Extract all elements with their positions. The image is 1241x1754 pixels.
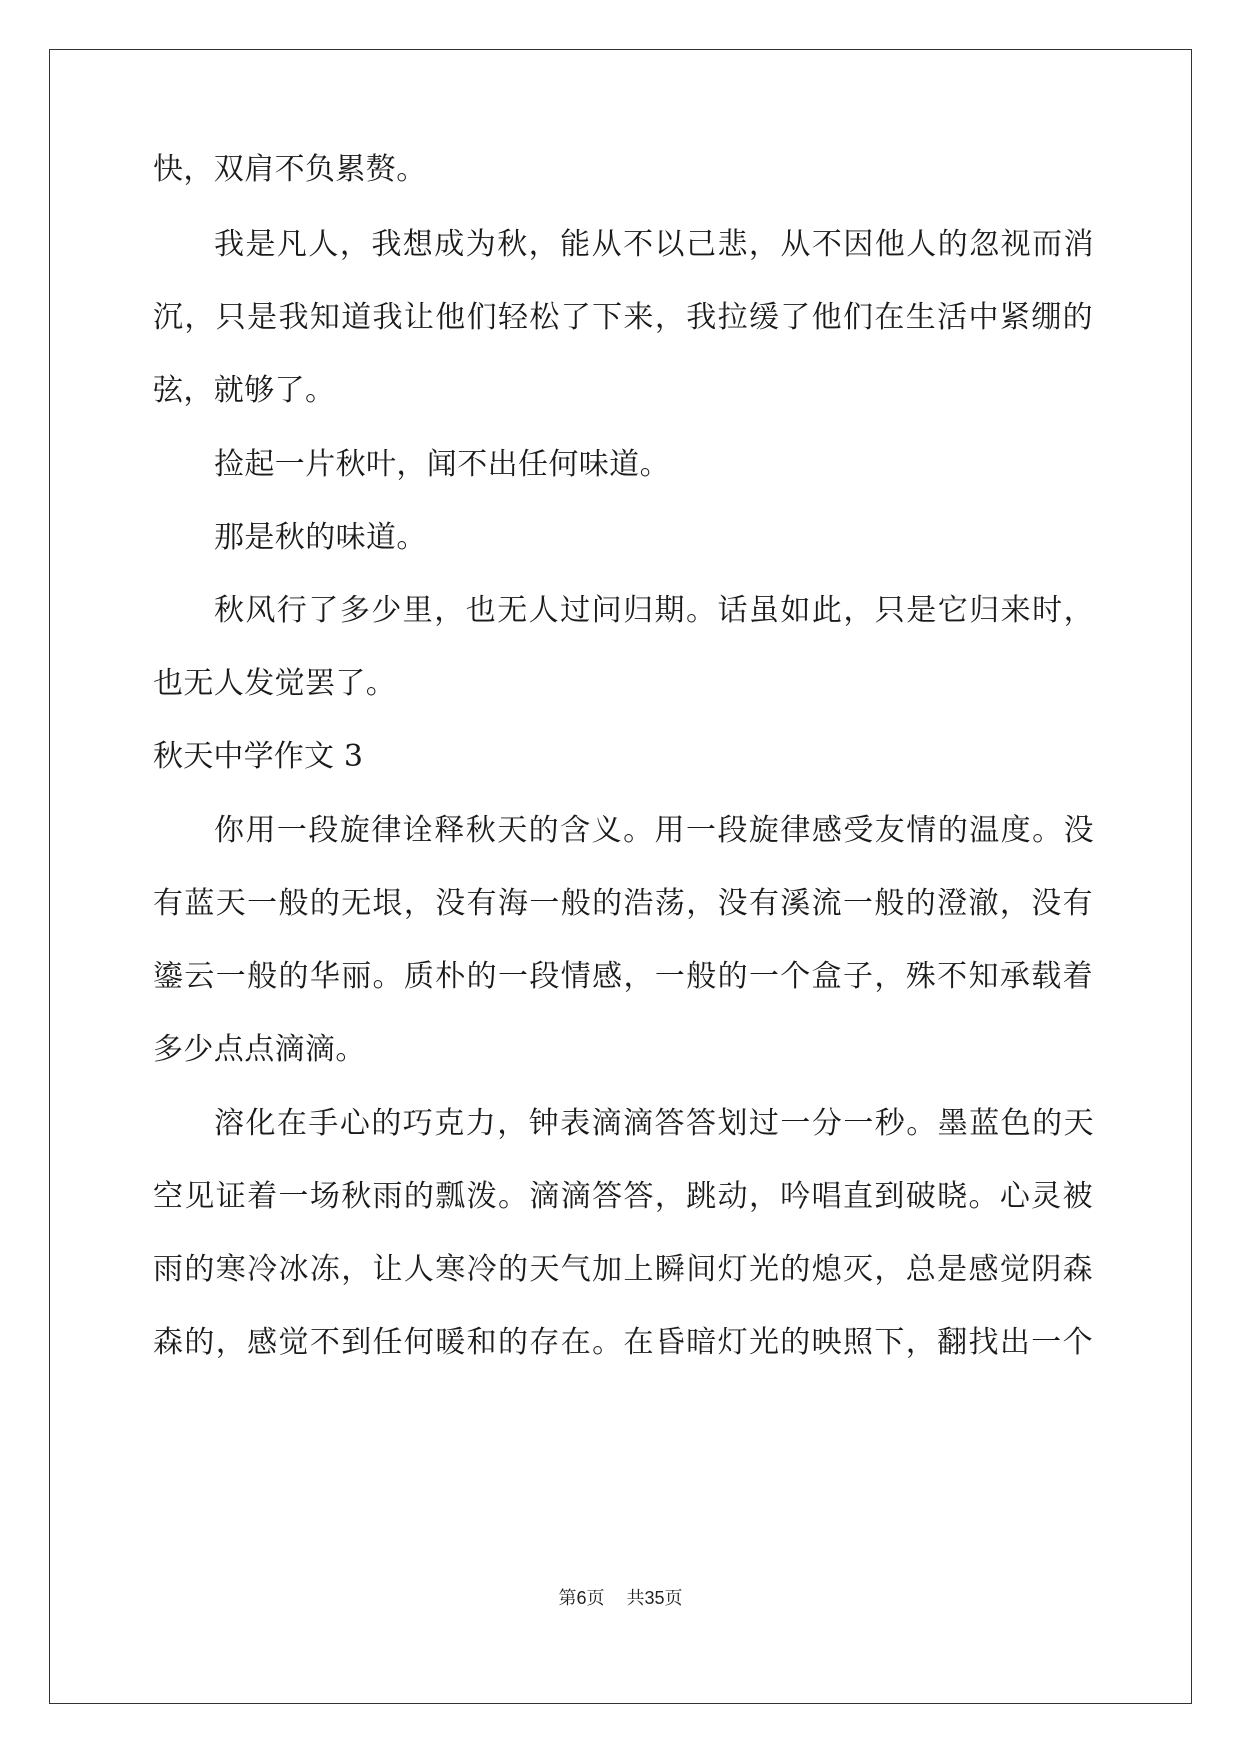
text-line: 雨的寒冷冰冻，让人寒冷的天气加上瞬间灯光的熄灭，总是感觉阴森 — [153, 1252, 1093, 1287]
paragraph-first-line: 秋风行了多少里，也无人过问归期。话虽如此，只是它归来时， — [214, 593, 1094, 628]
total-page-count: 35 — [644, 1588, 665, 1608]
paragraph-first-line: 溶化在手心的巧克力，钟表滴滴答答划过一分一秒。墨蓝色的天 — [214, 1106, 1094, 1141]
text-line: 也无人发觉罢了。 — [153, 666, 397, 701]
total-prefix: 共 — [626, 1588, 645, 1609]
paragraph-first-line: 捡起一片秋叶，闻不出任何味道。 — [214, 447, 670, 482]
section-heading: 秋天中学作文 3 — [153, 739, 364, 774]
page-prefix: 第 — [558, 1588, 577, 1609]
text-line: 空见证着一场秋雨的瓢泼。滴滴答答，跳动，吟唱直到破晓。心灵被 — [153, 1179, 1093, 1214]
total-suffix: 页 — [664, 1588, 683, 1609]
current-page-number: 6 — [576, 1588, 587, 1608]
text-line: 森的，感觉不到任何暖和的存在。在昏暗灯光的映照下，翻找出一个 — [153, 1325, 1093, 1360]
text-line: 快，双肩不负累赘。 — [153, 152, 427, 187]
paragraph-first-line: 那是秋的味道。 — [214, 520, 427, 555]
text-line: 有蓝天一般的无垠，没有海一般的浩荡，没有溪流一般的澄澈，没有 — [153, 886, 1093, 921]
paragraph-first-line: 你用一段旋律诠释秋天的含义。用一段旋律感受友情的温度。没 — [214, 813, 1094, 848]
text-line: 多少点点滴滴。 — [153, 1032, 366, 1067]
page-footer — [0, 1586, 1241, 1611]
page-suffix: 页 — [586, 1588, 605, 1609]
paragraph-first-line: 我是凡人，我想成为秋，能从不以己悲，从不因他人的忽视而消 — [214, 227, 1094, 262]
text-line: 沉，只是我知道我让他们轻松了下来，我拉缓了他们在生活中紧绷的 — [153, 300, 1093, 335]
text-line: 鎏云一般的华丽。质朴的一段情感，一般的一个盒子，殊不知承载着 — [153, 959, 1093, 994]
text-line: 弦，就够了。 — [153, 373, 336, 408]
